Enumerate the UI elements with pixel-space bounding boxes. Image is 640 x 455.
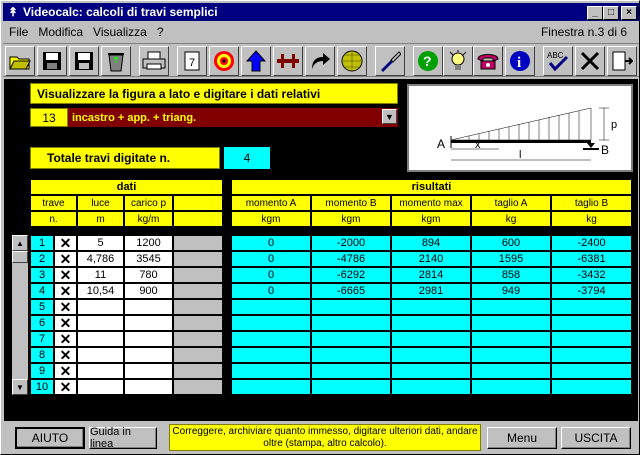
risultati-title: risultati	[231, 179, 632, 195]
col-blank-header	[173, 195, 223, 211]
momento-a-cell	[231, 315, 311, 331]
carico-cell[interactable]: 3545	[124, 251, 173, 267]
bottom-bar	[3, 421, 639, 454]
carico-cell[interactable]	[124, 347, 173, 363]
momento-max-cell: 2140	[391, 251, 471, 267]
luce-cell[interactable]	[77, 363, 124, 379]
momento-max-cell	[391, 363, 471, 379]
taglio-a-cell	[471, 315, 551, 331]
taglio-a-cell	[471, 299, 551, 315]
case-description: incastro + app. + triang.	[72, 111, 197, 124]
blank-cell	[173, 251, 223, 267]
cross-tools-icon[interactable]	[575, 46, 605, 76]
col-carico-unit: kg/m	[124, 211, 173, 227]
save-as-icon[interactable]	[69, 46, 99, 76]
carico-cell[interactable]	[124, 299, 173, 315]
app-icon[interactable]: ↟	[7, 5, 19, 19]
momento-a-cell: 0	[231, 267, 311, 283]
taglio-b-cell: -6381	[551, 251, 632, 267]
recycle-icon[interactable]	[101, 46, 131, 76]
total-value: 4	[224, 147, 270, 169]
blank-cell	[173, 267, 223, 283]
row-number: 7	[30, 331, 54, 347]
phone-icon[interactable]	[473, 46, 503, 76]
row-number: 5	[30, 299, 54, 315]
luce-cell[interactable]: 10,54	[77, 283, 124, 299]
menu-visualizza[interactable]: Visualizza	[93, 25, 147, 39]
momento-b-cell: -2000	[311, 235, 391, 251]
delete-row-icon[interactable]: ✕	[54, 379, 77, 395]
taglio-a-cell	[471, 347, 551, 363]
spellcheck-icon[interactable]	[543, 46, 573, 76]
carico-cell[interactable]	[124, 363, 173, 379]
redo-arrow-icon[interactable]	[305, 46, 335, 76]
row-number: 10	[30, 379, 54, 395]
up-arrow-icon[interactable]	[241, 46, 271, 76]
taglio-b-cell	[551, 331, 632, 347]
guida-button[interactable]: Guida in linea	[89, 427, 157, 449]
minimize-button[interactable]: _	[587, 6, 603, 20]
momento-a-cell	[231, 379, 311, 395]
row-number: 6	[30, 315, 54, 331]
taglio-b-cell	[551, 379, 632, 395]
col-momento-max-header: momento max	[391, 195, 471, 211]
beam-icon[interactable]	[273, 46, 303, 76]
col-momento-a-unit: kgm	[231, 211, 311, 227]
momento-b-cell	[311, 347, 391, 363]
momento-b-cell	[311, 299, 391, 315]
taglio-a-cell	[471, 379, 551, 395]
blank-cell	[173, 235, 223, 251]
delete-row-icon[interactable]: ✕	[54, 251, 77, 267]
taglio-b-cell	[551, 347, 632, 363]
momento-max-cell: 2981	[391, 283, 471, 299]
info-icon[interactable]	[505, 46, 535, 76]
svg-text:7: 7	[189, 57, 196, 69]
status-message: Correggere, archiviare quanto immesso, digitare ulteriori dati, andare oltre (stampa, altro calcolo).	[169, 424, 481, 451]
delete-row-icon[interactable]: ✕	[54, 235, 77, 251]
total-label: Totale travi digitate n.	[30, 147, 220, 169]
blank-cell	[173, 315, 223, 331]
scroll-thumb[interactable]	[12, 251, 28, 263]
col-taglio-b-unit: kg	[551, 211, 632, 227]
col-carico-header: carico p	[124, 195, 173, 211]
beam-diagram	[409, 86, 631, 170]
row-number: 4	[30, 283, 54, 299]
blank-cell	[173, 379, 223, 395]
window-info: Finestra n.3 di 6	[540, 25, 627, 39]
col-taglio-a-header: taglio A	[471, 195, 551, 211]
row-number: 1	[30, 235, 54, 251]
taglio-b-cell	[551, 299, 632, 315]
instruction-label: Visualizzare la figura a lato e digitare i dati relativi	[30, 83, 398, 104]
row-number: 9	[30, 363, 54, 379]
luce-cell[interactable]: 5	[77, 235, 124, 251]
momento-max-cell	[391, 347, 471, 363]
blank-cell	[173, 331, 223, 347]
menu-modifica[interactable]: Modifica	[38, 25, 84, 39]
rows-scrollbar[interactable]	[12, 235, 28, 395]
luce-cell[interactable]	[77, 347, 124, 363]
carico-cell[interactable]: 780	[124, 267, 173, 283]
close-button[interactable]: ×	[621, 6, 637, 20]
momento-a-cell	[231, 299, 311, 315]
luce-cell[interactable]	[77, 331, 124, 347]
grid-circle-icon[interactable]	[337, 46, 367, 76]
carico-cell[interactable]	[124, 331, 173, 347]
luce-cell[interactable]: 4,786	[77, 251, 124, 267]
figure-label-b: B	[601, 143, 610, 157]
momento-b-cell	[311, 379, 391, 395]
blank-cell	[173, 299, 223, 315]
delete-row-icon[interactable]: ✕	[54, 331, 77, 347]
chevron-down-icon[interactable]: ▼	[382, 109, 397, 124]
taglio-a-cell: 1595	[471, 251, 551, 267]
momento-max-cell: 2814	[391, 267, 471, 283]
svg-text:ABC: ABC	[547, 51, 564, 60]
open-folder-icon[interactable]	[5, 46, 35, 76]
momento-max-cell	[391, 299, 471, 315]
col-taglio-a-unit: kg	[471, 211, 551, 227]
menu-button[interactable]: Menu	[487, 427, 557, 449]
scroll-down-icon[interactable]: ▼	[12, 379, 28, 395]
taglio-b-cell	[551, 315, 632, 331]
menu-help[interactable]: ?	[156, 25, 164, 39]
row-number: 2	[30, 251, 54, 267]
case-select[interactable]	[68, 108, 398, 127]
col-trave-unit: n.	[30, 211, 77, 227]
momento-b-cell: -4786	[311, 251, 391, 267]
col-luce-unit: m	[77, 211, 124, 227]
delete-row-icon[interactable]: ✕	[54, 267, 77, 283]
taglio-a-cell: 858	[471, 267, 551, 283]
beam-figure	[407, 84, 633, 172]
main-panel	[4, 79, 638, 421]
taglio-b-cell	[551, 363, 632, 379]
target-icon[interactable]	[209, 46, 239, 76]
menu-file[interactable]: File	[9, 25, 29, 39]
exit-door-icon[interactable]	[607, 46, 637, 76]
momento-max-cell	[391, 331, 471, 347]
momento-b-cell: -6665	[311, 283, 391, 299]
col-luce-header: luce	[77, 195, 124, 211]
carico-cell[interactable]: 1200	[124, 235, 173, 251]
brush-icon[interactable]	[375, 46, 405, 76]
taglio-b-cell: -2400	[551, 235, 632, 251]
momento-a-cell: 0	[231, 251, 311, 267]
taglio-a-cell	[471, 331, 551, 347]
col-momento-max-unit: kgm	[391, 211, 471, 227]
taglio-b-cell: -3432	[551, 267, 632, 283]
note-icon[interactable]	[177, 46, 207, 76]
delete-row-icon[interactable]: ✕	[54, 315, 77, 331]
toolbar	[3, 43, 639, 77]
col-taglio-b-header: taglio B	[551, 195, 632, 211]
col-momento-a-header: momento A	[231, 195, 311, 211]
maximize-button[interactable]: □	[603, 6, 619, 20]
luce-cell[interactable]	[77, 315, 124, 331]
momento-a-cell	[231, 347, 311, 363]
blank-cell	[173, 283, 223, 299]
col-momento-b-unit: kgm	[311, 211, 391, 227]
col-momento-b-header: momento B	[311, 195, 391, 211]
dati-title: dati	[30, 179, 223, 195]
save-icon[interactable]	[37, 46, 67, 76]
scroll-up-icon[interactable]: ▲	[12, 235, 28, 251]
col-blank-unit	[173, 211, 223, 227]
col-trave-header: trave	[30, 195, 77, 211]
momento-max-cell	[391, 315, 471, 331]
window-title: Videocalc: calcoli di travi semplici	[23, 5, 218, 19]
momento-a-cell: 0	[231, 235, 311, 251]
help-icon[interactable]	[413, 46, 443, 76]
svg-text:i: i	[517, 55, 522, 71]
delete-row-icon[interactable]: ✕	[54, 299, 77, 315]
taglio-b-cell: -3794	[551, 283, 632, 299]
momento-b-cell	[311, 363, 391, 379]
row-number: 3	[30, 267, 54, 283]
luce-cell[interactable]	[77, 299, 124, 315]
aiuto-button[interactable]: AIUTO	[15, 427, 85, 449]
momento-b-cell: -6292	[311, 267, 391, 283]
luce-cell[interactable]	[77, 379, 124, 395]
taglio-a-cell: 600	[471, 235, 551, 251]
momento-a-cell	[231, 331, 311, 347]
blank-cell	[173, 363, 223, 379]
row-number: 8	[30, 347, 54, 363]
momento-a-cell: 0	[231, 283, 311, 299]
delete-row-icon[interactable]: ✕	[54, 347, 77, 363]
lightbulb-icon[interactable]	[443, 46, 473, 76]
print-icon[interactable]	[139, 46, 169, 76]
figure-label-x: x	[475, 139, 481, 151]
figure-label-a: A	[437, 137, 446, 151]
figure-label-l: l	[519, 149, 522, 161]
carico-cell[interactable]	[124, 379, 173, 395]
momento-b-cell	[311, 315, 391, 331]
figure-label-p: p	[611, 119, 618, 131]
momento-b-cell	[311, 331, 391, 347]
momento-a-cell	[231, 363, 311, 379]
blank-cell	[173, 347, 223, 363]
title-bar[interactable]	[3, 3, 639, 21]
case-number[interactable]: 13	[30, 108, 68, 127]
momento-max-cell	[391, 379, 471, 395]
taglio-a-cell: 949	[471, 283, 551, 299]
carico-cell[interactable]	[124, 315, 173, 331]
delete-row-icon[interactable]: ✕	[54, 283, 77, 299]
momento-max-cell: 894	[391, 235, 471, 251]
carico-cell[interactable]: 900	[124, 283, 173, 299]
svg-text:?: ?	[423, 53, 432, 69]
uscita-button[interactable]: USCITA	[561, 427, 631, 449]
luce-cell[interactable]: 11	[77, 267, 124, 283]
taglio-a-cell	[471, 363, 551, 379]
delete-row-icon[interactable]: ✕	[54, 363, 77, 379]
